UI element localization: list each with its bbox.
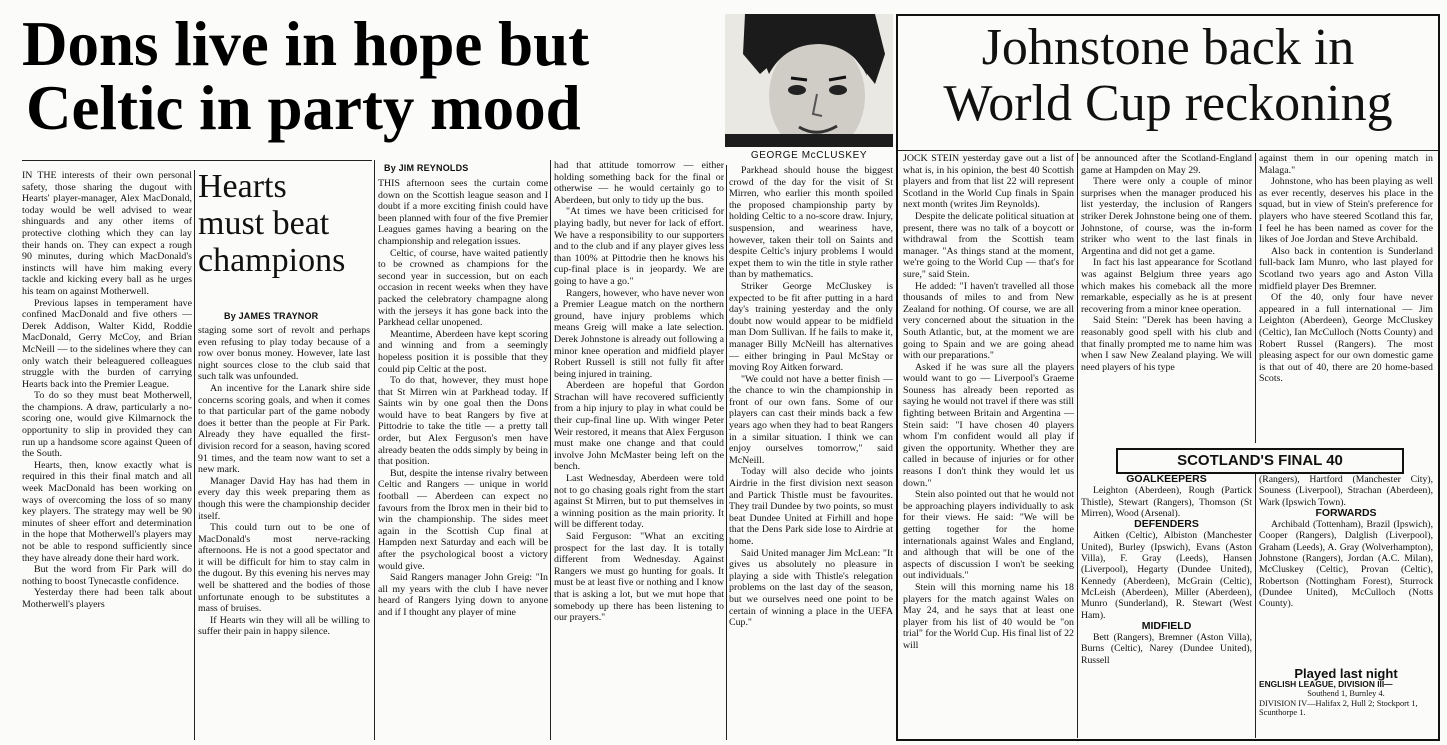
left-story-byline: By JIM REYNOLDS xyxy=(384,163,469,173)
paragraph: Asked if he was sure all the players would want to go — Liverpool's Graeme Souness has already been reported as saying he would not travel if there was still fighting between Britain and Argentina — Stein said: "I have chosen 40 players whom I'm confident would all play if given the opportunity. Whether they are called in because of injuries or for other reasons I don't think they would let us down." xyxy=(903,361,1074,489)
right-headline-line-2: World Cup reckoning xyxy=(943,75,1393,132)
hearts-headline xyxy=(198,168,376,279)
paragraph: To do that, however, they must hope that St Mirren win at Parkhead today. If Saints win by one goal then the Dons would have to beat Rangers by five at Pittodrie to take the title — a pretty tall order, but Alex Ferguson's men have already beaten the odds simply by being in that position. xyxy=(378,375,548,468)
left-story-column-4 xyxy=(554,160,724,742)
column-rule xyxy=(1255,474,1256,738)
paragraph: Parkhead should house the biggest crowd of the day for the visit of St Mirren, who earlier this month spoiled the proposed championship party by holding Celtic to a no-score draw. Injury, suspension, and weariness have, however, taken their toll on Saints and despite Celtic's injury problems I would expet them to win the title in style rather than by mathematics. xyxy=(729,165,893,281)
hearts-headline-line-3: champions xyxy=(198,242,346,279)
results-line: DIVISION IV—Halifax 2, Hull 2; Stockport 1, Scunthorpe 1. xyxy=(1259,698,1418,718)
final40-right-column xyxy=(1259,474,1433,666)
left-headline-rule xyxy=(22,160,372,161)
final40-heading-forwards: FORWARDS xyxy=(1315,506,1377,519)
results-line: Southend 1, Burnley 4. xyxy=(1307,689,1385,699)
played-last-night-title: Played last night xyxy=(1294,668,1398,681)
results-line: ENGLISH LEAGUE, DIVISION III— xyxy=(1259,678,1393,689)
paragraph: Manager David Hay has had them in every day this week preparing them as though this were the championship decider itself. xyxy=(198,475,370,522)
george-mccluskey-photo xyxy=(725,14,893,147)
right-headline-line-1: Johnstone back in xyxy=(981,19,1355,76)
paragraph: Meantime, Aberdeen have kept scoring and winning and from a seemingly hopeless position it is possible that they could pip Celtic at the post. xyxy=(378,328,548,375)
paragraph: "We could not have a better finish — the chance to win the championship in front of our own fans. Some of our players can cast their minds back a few years ago when they had to beat Rangers in a similar situation. I think we can enjoy ourselves tomorrow," said McNeill. xyxy=(729,373,893,466)
paragraph: Stein will this morning name his 18 players for the match against Wales on May 24, and he says that at least one player from his list of 40 would be "on trial" for the World Cup. His final list of 22 will xyxy=(903,581,1074,651)
hearts-byline: By JAMES TRAYNOR xyxy=(224,311,319,321)
paragraph: Striker George McCluskey is expected to be fit after putting in a hard day's training yesterday and the only doubt now would appear to be midfield man Dom Sullivan. If he fails to make it, manager Billy McNeill has alternatives — either bringing in Paul McStay or moving Roy Aitken forward. xyxy=(729,280,893,374)
paragraph: JOCK STEIN yesterday gave out a list of what is, in his opinion, the best 40 Scottish players and from that list 22 will represent Scotland in the World Cup finals in Spain next month (writes Jim Reynolds). xyxy=(903,153,1074,211)
paragraph: Said Stein: "Derek has been having a reasonably good spell with his club and that finally prompted me to name him was when I saw New Zealand playing. We will need players of his type xyxy=(1081,315,1252,373)
column-rule xyxy=(1255,153,1256,443)
final40-list: Bett (Rangers), Bremner (Aston Villa), Burns (Celtic), Narey (Dundee United), Russell xyxy=(1081,632,1252,666)
photo-caption: GEORGE McCLUSKEY xyxy=(750,150,868,161)
paragraph: But the word from Fir Park will do nothing to boost Tynecastle confidence. xyxy=(22,564,192,587)
final40-heading-goalkeepers: GOALKEEPERS xyxy=(1126,474,1207,485)
column-rule xyxy=(550,160,551,740)
paragraph: To do so they must beat Motherwell, the champions. A draw, particularly a no-scoring one, would give Kilmarnock the opportunity to slip in provided they can run up a handsome score against Queen of the South. xyxy=(22,390,192,460)
paragraph: Previous lapses in temperament have confined MacDonald and five others — Derek Addison, Walter Kidd, Roddie MacDonald, Gerry McCoy, and Brian McNeill — to the sidelines where they can only watch their beleaguered colleagues struggle with the burden of carrying Hearts back into the Premier League. xyxy=(22,297,192,390)
column-rule xyxy=(1077,153,1078,738)
paragraph: Despite the delicate political situation at present, there was no talk of a boycott or withdrawal from the Scottish team manager. "As things stand at the moment, we're going to the World Cup — that's for sure," said Stein. xyxy=(903,210,1074,280)
left-headline-line-1: Dons live in hope but xyxy=(22,9,590,79)
left-headline xyxy=(22,9,712,143)
right-headline-rule xyxy=(898,150,1438,151)
paragraph: Of the 40, only four have never appeared in a full international — Jim Leighton (Aberdeen), George McCluskey (Celtic), Ian McCulloch (Notts County) and Robert Russel (Rangers). The most pleasing aspect for our own domestic game is that out of 40, there are 20 home-based Scots. xyxy=(1259,292,1433,385)
left-story-column-3 xyxy=(378,178,548,742)
hearts-headline-line-2: must beat xyxy=(198,205,330,242)
paragraph: Aberdeen are hopeful that Gordon Strachan will have recovered sufficiently from a hip injury to play in what could be their cup-final line up. With winger Peter Weir restored, it means that Alex Ferguson must make one change and that could involve John McMaster being left on the bench. xyxy=(554,380,724,473)
paragraph: staging some sort of revolt and perhaps even refusing to play today because of a row over bonus money. However, late last night sources close to the club said that such talk was unfounded. xyxy=(198,325,370,383)
paragraph: IN THE interests of their own personal safety, those sharing the dugout with Hearts' player-manager, Alex MacDonald, today would be well advised to wear shinguards and any other items of protective clothing which they can lay their hands on. They can expect a rough 90 minutes, during which MacDonald's instincts will have him making every tackle and kicking every ball as he urges his team on against Motherwell. xyxy=(22,170,192,297)
paragraph: If Hearts win they will all be willing to suffer their pain in happy silence. xyxy=(198,614,370,638)
paragraph: Yesterday there had been talk about Motherwell's players xyxy=(22,587,192,610)
right-headline xyxy=(900,20,1436,132)
paragraph: Said Rangers manager John Greig: "In all my years with the club I have never heard of Rangers lying down to anyone and if I thought any player of mine xyxy=(378,572,548,618)
paragraph: He added: "I haven't travelled all those thousands of miles to and from New Zealand for nothing. Of course, we are all very concerned about the situation in the South Atlantic, but, at the moment we are going to Spain and we are going ahead with our preparations." xyxy=(903,280,1074,362)
paragraph: be announced after the Scotland-England game at Hampden on May 29. xyxy=(1081,153,1252,176)
paragraph: There were only a couple of minor surprises when the manager produced his list yesterday, the inclusion of Rangers striker Derek Johnstone being one of them. Johnstone, of course, was the in-form striker who went to the last finals in Argentina and did not get a game. xyxy=(1081,176,1252,257)
final40-list: (Rangers), Hartford (Manchester City), Souness (Liverpool), Strachan (Aberdeen), Wark (Ipswich Town). xyxy=(1259,474,1433,508)
paragraph: had that attitude tomorrow — either holding something back for the final or otherwise — he would certainly go to Aberdeen, but only to tidy up the bus. xyxy=(554,160,724,206)
right-story-column-2 xyxy=(1081,153,1252,441)
column-rule xyxy=(726,165,727,740)
paragraph: Johnstone, who has been playing as well as ever recently, deserves his place in the squad, but in view of Stein's preference for players who have steered Scotland this far, I feel he has been named as cover for the likes of Joe Jordan and Steve Archibald. xyxy=(1259,176,1433,246)
final40-heading-midfield: MIDFIELD xyxy=(1141,619,1192,632)
column-rule xyxy=(194,170,195,740)
paragraph: against them in our opening match in Malaga." xyxy=(1259,153,1433,176)
final40-title: SCOTLAND'S FINAL 40 xyxy=(1116,448,1404,474)
column-rule xyxy=(374,160,375,740)
final40-list: Aitken (Celtic), Albiston (Manchester United), Burley (Ipswich), Evans (Aston Villa), F. Gray (Leeds), Hansen (Liverpool), Hegarty (Dundee United), Kennedy (Aberdeen), McGrain (Celtic), McLeish (Aberdeen), Miller (Aberdeen), Munro (Sunderland), R. Stewart (West Ham). xyxy=(1081,530,1252,621)
final40-list: Leighton (Aberdeen), Rough (Partick Thistle), Stewart (Rangers), Thomson (St Mirren), Wood (Arsenal). xyxy=(1081,485,1252,519)
final40-list: Archibald (Tottenham), Brazil (Ipswich), Cooper (Rangers), Dalglish (Liverpool), Graham (Leeds), A. Gray (Wolverhampton), Johnstone (Rangers), Jordan (A.C. Milan), McCluskey (Celtic), Provan (Celtic), Robertson (Nottingham Forest), Sturrock (Dundee United), McCulloch (Notts County). xyxy=(1259,519,1433,610)
left-story-column-5 xyxy=(729,165,893,742)
hearts-headline-line-1: Hearts xyxy=(198,168,287,205)
paragraph: THIS afternoon sees the curtain come down on the Scottish league season and I doubt if a more exciting finish could have been planned with four of the five Premier Leagues games having a bearing on the championship and relegation issues. xyxy=(378,178,548,247)
right-story-column-3 xyxy=(1259,153,1433,441)
paragraph: In fact his last appearance for Scotland was against Belgium three years ago which makes his comeback all the more remarkable, especially as he is at present recovering from a minor knee operation. xyxy=(1081,257,1252,315)
paragraph: Today will also decide who joints Airdrie in the first division next season and Partick Thistle must be favourites. They trail Dundee by two points, so must beat Dundee United at Firhill and hope that the Dens Park side lose to Airdrie at home. xyxy=(729,466,893,547)
right-story-column-1 xyxy=(903,153,1074,737)
paragraph: Also back in contention is Sunderland full-back Iam Munro, who last played for Scotland two years ago and Aston Villa midfield player Des Bremner. xyxy=(1259,245,1433,292)
paragraph: Rangers, however, who have never won a Premier League match on the northern ground, have injury problems which means Greig will make a late selection. Derek Johnstone is already out following a minor knee operation and midfield player Robert Russell is still not fully fit after being injured in training. xyxy=(554,287,724,380)
paragraph: An incentive for the Lanark shire side concerns scoring goals, and when it comes to that particular part of the game nobody does it better than the people at Fir Park. Already they have equalled the first-division record for a season, having scored 91 times, and the team now want to set a new mark. xyxy=(198,382,370,476)
left-story-column-2 xyxy=(198,325,370,742)
played-last-night xyxy=(1259,668,1433,738)
paragraph: Said Ferguson: "What an exciting prospect for the last day. It is totally different from Wednesday. Against Rangers we must go hunting for goals. It must be at least five or nothing and I know that is asking a lot, but we mut hope that somebody up there has been listening to our prayers." xyxy=(554,531,724,624)
paragraph: This could turn out to be one of MacDonald's most nerve-racking afternoons. He is not a good spectator and it will be difficult for him to stay calm in the dugout. By this evening his nerves may well be shattered and the bodies of those unfortunate enough to be substitutes a mass of bruises. xyxy=(198,522,370,615)
portrait-image xyxy=(725,14,893,147)
paragraph: Said United manager Jim McLean: "It gives us absolutely no pleasure in playing a side with Thistle's relegation problems on the last day of the season, but we ourselves need one point to be certain of winning a place in the UEFA Cup." xyxy=(729,547,893,629)
paragraph: Stein also pointed out that he would not be approaching players individually to ask for their views. He said: "We will be getting together for the home internationals against Wales and England, and although that will be one of the aspects of discussion I won't be seeking out individuals." xyxy=(903,489,1074,582)
left-headline-line-2: Celtic in party mood xyxy=(26,73,581,143)
paragraph: Celtic, of course, have waited patiently to be crowned as champions for the second year in succession, but on each occasion in recent weeks when they have packed the celebratory champagne along with the jerseys it has gone back into the Parkhead cellar unopened. xyxy=(378,247,548,329)
paragraph: Last Wednesday, Aberdeen were told not to go chasing goals right from the start against St Mirren, but to put themselves in a winning position as the main priority. It will be different today. xyxy=(554,473,724,531)
final40-heading-defenders: DEFENDERS xyxy=(1134,518,1199,531)
paragraph: Hearts, then, know exactly what is required in this their final match and all week MacDonald has been working on ways of overcoming the loss of so many key players. The strategy may well be 90 minutes of sheer effort and determination in the hope that Motherwell's players may not be able to respond sufficiently since they have already done their hard work. xyxy=(22,459,192,564)
paragraph: "At times we have been criticised for playing badly, but never for lack of effort. We have a responsibility to our supporters and to the club and if any player gives less than 100% at Pittodrie then he knows his cup-final place is in jeopardy. We are going to have a go." xyxy=(554,206,724,287)
left-story-column-1 xyxy=(22,170,192,742)
paragraph: But, despite the intense rivalry between Celtic and Rangers — unique in world football — Aberdeen can expect no favours from the Ibrox men in their bid to win the championship. The sides meet again in the Scottish Cup final at Hampden next Saturday and each will be after the psychological boost a victory would give. xyxy=(378,467,548,572)
final40-left-column xyxy=(1081,474,1252,738)
